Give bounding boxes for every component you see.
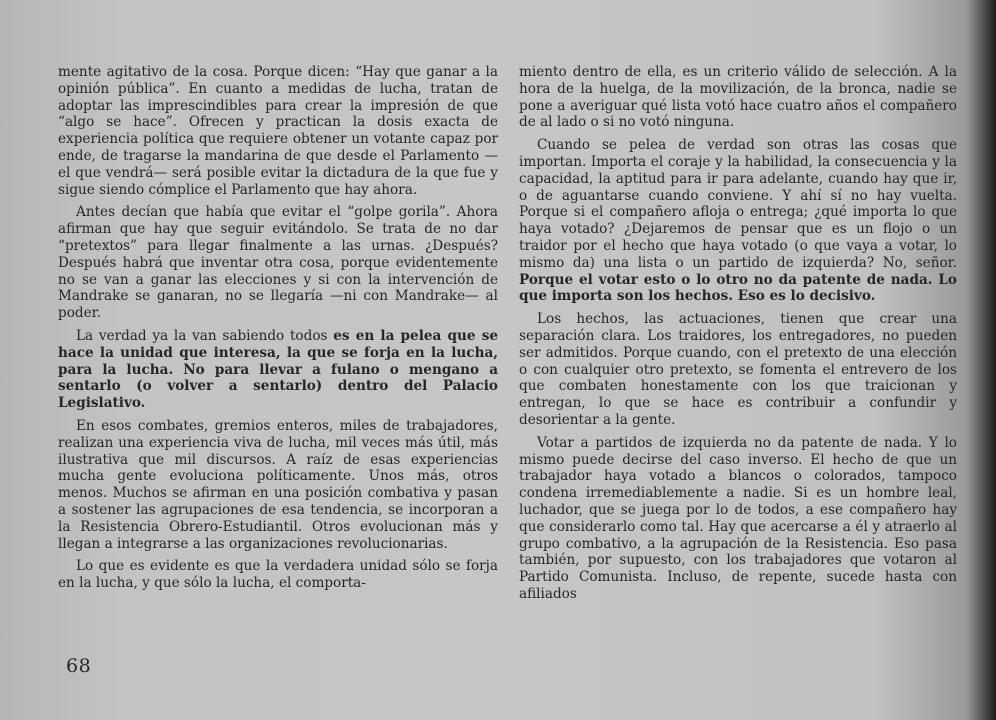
paragraph: Votar a partidos de izquierda no da patente de nada. Y lo mismo puede decirse del caso inverso. El hecho de que un trabajador haya votado a blancos o colorados, tampoco condena irremediablemente a nadie. Si es un hombre leal, luchador, que se juega por lo de todos, a ese compañero hay que considerarlo como tal. Hay que acercarse a él y atraerlo al grupo combativo, a la agrupación de la Resistencia. Eso pasa también, por supuesto, con los trabajadores que votaron al Partido Comunista. Incluso, de repente, sucede hasta con afiliados bbox=[519, 434, 957, 602]
page-number: 68 bbox=[66, 655, 92, 677]
paragraph: Los hechos, las actuaciones, tienen que crear una separación clara. Los traidores, los entregadores, no pueden ser admitidos. Porque cuando, con el pretexto de una elección o con cualquier otro pretexto, se fomenta el entrevero de los que combaten honestamente con los que traicionan y entregan, lo que se hace es contribuir a confundir y desorientar a la gente. bbox=[519, 311, 957, 428]
paragraph: Cuando se pelea de verdad son otras las cosas que importan. Importa el coraje y la habilidad, la consecuencia y la capacidad, la aptitud para ir para adelante, cuando hay que ir, o de aguantarse cuando conviene. Y ahí sí no hay vuelta. Porque si el compañero afloja o entrega; ¿qué importa lo que haya votado? ¿Dejaremos de pensar que es un flojo o un traidor por el hecho que haya votado (o que vaya a votar, lo mismo da) una lista o un partido de izquierda? No, señor. Porque el votar esto o lo otro no da patente de nada. Lo que importa son los hechos. Eso es lo decisivo. bbox=[519, 137, 957, 305]
paragraph: mente agitativo de la cosa. Porque dicen: “Hay que ganar a la opinión pública”. En cuanto a medidas de lucha, tratan de adoptar las imprescindibles para crear la impresión de que “algo se hace”. Ofrecen y practican la dosis exacta de experiencia política que requiere obtener un votante capaz por ende, de tragarse la mandarina de que desde el Parlamento —el que vendrá— será posible evitar la dictadura de la que fue y sigue siendo cómplice el Parlamento que hay ahora. bbox=[58, 64, 498, 198]
paragraph: En esos combates, gremios enteros, miles de trabajadores, realizan una experiencia viva de lucha, mil veces más útil, más ilustrativa que mil discursos. A raíz de esas experiencias mucha gente evoluciona políticamente. Unos más, otros menos. Muchos se afirman en una posición combativa y pasan a sostener las agrupaciones de esa tendencia, se incorporan a la Resistencia Obrero-Estudiantil. Otros evolucionan más y llegan a integrarse a las organizaciones revolucionarias. bbox=[58, 417, 498, 552]
bold-emphasis: Porque el votar esto o lo otro no da patente de nada. Lo que importa son los hechos. Eso es lo decisivo. bbox=[519, 271, 957, 305]
paragraph: Antes decían que había que evitar el “golpe gorila”. Ahora afirman que hay que seguir evitándolo. Se trata de no dar “pretextos” para llegar finalmente a las urnas. ¿Después? Después habrá que inventar otra cosa, porque evidentemente no se van a ganar las elecciones y si con la intervención de Mandrake se ganaran, no se llegaría —ni con Mandrake— al poder. bbox=[58, 204, 498, 322]
paragraph: Lo que es evidente es que la verdadera unidad sólo se forja en la lucha, y que sólo la lucha, el comporta- bbox=[58, 558, 498, 592]
right-column bbox=[519, 64, 957, 609]
paragraph: miento dentro de ella, es un criterio válido de selección. A la hora de la huelga, de la movilización, de la bronca, nadie se pone a averiguar qué lista votó hace cuatro años el compañero de al lado o si no votó ninguna. bbox=[519, 64, 957, 131]
bold-emphasis: es en la pelea que se hace la unidad que interesa, la que se forja en la lucha, para la lucha. No para llevar a fulano o mengano a sentarlo (o volver a sentarlo) dentro del Palacio Legislativo. bbox=[58, 327, 498, 412]
left-column bbox=[58, 64, 498, 598]
paragraph: La verdad ya la van sabiendo todos es en la pelea que se hace la unidad que interesa, la que se forja en la lucha, para la lucha. No para llevar a fulano o mengano a sentarlo (o volver a sentarlo) dentro del Palacio Legislativo. bbox=[58, 327, 498, 412]
